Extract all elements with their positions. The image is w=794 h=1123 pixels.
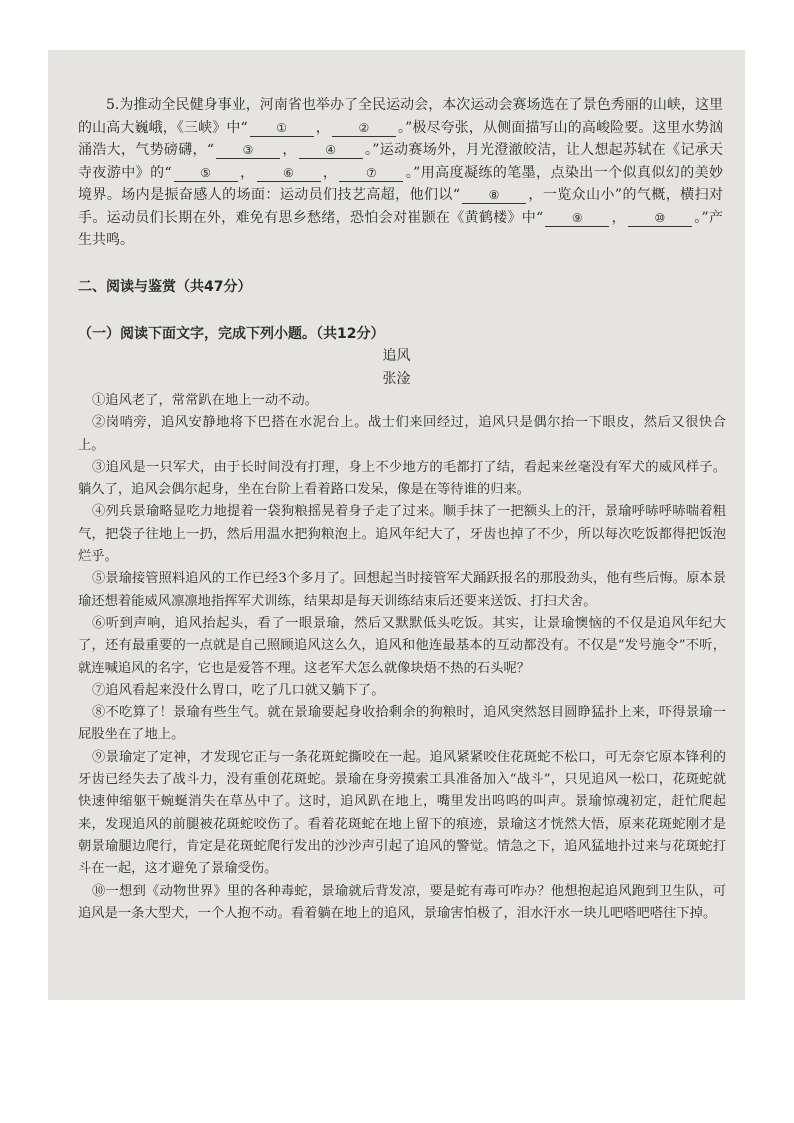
blank-10[interactable]: ⑩ (628, 210, 692, 227)
question-5 (78, 94, 723, 252)
paragraph: ⑥听到声响，追风抬起头，看了一眼景瑜，然后又默默低头吃饭。其实，让景瑜懊恼的不仅是追风年纪大了，还有最重要的一点就是自己照顾追风这么久，追风和他连最基本的互动都没有。不仅是“发号施令”不听，就连喊追风的名字，它也是爱答不理。这老军犬怎么就像块焐不热的石头呢？ (78, 615, 726, 676)
blank-8[interactable]: ⑧ (462, 187, 526, 204)
q5-text: 。”用高度凝练的笔墨，点染出一个似真似幻的美妙境界。场内是振奋感人的场面：运动员们技艺高超，他们以“ (78, 164, 724, 203)
blank-1[interactable]: ① (250, 120, 314, 137)
q5-text: 。”极尽夸张，从侧面描写山的高峻险要。这里水势汹涌浩大，气势磅礴，“ (78, 119, 723, 158)
q5-text: ， (322, 164, 338, 181)
q5-text: ， (611, 209, 626, 226)
paragraph: ④列兵景瑜略显吃力地提着一袋狗粮摇晃着身子走了过来。顺手抹了一把额头上的汗，景瑜呼哧呼哧喘着粗气，把袋子往地上一扔，然后用温水把狗粮泡上。追风年纪大了，牙齿也掉了不少，所以每次吃饭都得把饭泡烂乎。 (78, 504, 726, 565)
q5-text: ， (315, 119, 330, 136)
paragraph: ⑧不吃算了！景瑜有些生气。就在景瑜要起身收拾剩余的狗粮时，追风突然怒目圆睁猛扑上来，吓得景瑜一屁股坐在了地上。 (78, 705, 726, 743)
section-heading: 二、阅读与鉴赏（共47分） (78, 279, 252, 295)
q5-text: ， (282, 142, 297, 158)
article-body (78, 390, 726, 925)
blank-2[interactable]: ② (332, 120, 396, 137)
paragraph: ⑤景瑜接管照料追风的工作已经3个多月了。回想起当时接管军犬踊跃报名的那股劲头，他有些后悔。原本景瑜还想着能威风凛凛地指挥军犬训练，结果却是每天训练结束后还要来送饭、打扫犬舍。 (78, 571, 726, 609)
article-author: 张淦 (382, 371, 411, 387)
q5-text: 。”产生共鸣。 (78, 209, 723, 248)
exam-page (48, 50, 745, 1000)
q5-text: 。”运动赛场外，月光澄澈皎洁，让人想起苏轼在《记承天寺夜游中》的“ (78, 142, 723, 181)
blank-4[interactable]: ④ (299, 142, 363, 159)
q5-text: ， (239, 164, 255, 181)
q5-text: 5.为推动全民健身事业，河南省也举办了全民运动会，本次运动会赛场选在了景色秀丽的山峡，这里的山高大巍峨，《三峡》中“ (78, 97, 723, 136)
q5-text: ，一览众山小”的气概，横扫对手。运动员们长期在外，难免有思乡愁绪，恐怕会对崔颢在《黄鹤楼》中“ (78, 187, 723, 226)
paragraph: ⑩一想到《动物世界》里的各种毒蛇，景瑜就后背发凉，要是蛇有毒可咋办？他想抱起追风跑到卫生队，可追风是一条大型犬，一个人抱不动。看着躺在地上的追风，景瑜害怕极了，泪水汗水一块儿吧嗒吧嗒往下掉。 (78, 883, 726, 921)
article-title: 追风 (382, 348, 411, 364)
blank-7[interactable]: ⑦ (339, 165, 403, 182)
subsection-heading: （一）阅读下面文字，完成下列小题。（共12分） (78, 326, 385, 342)
paragraph: ⑦追风看起来没什么胃口，吃了几口就又躺下了。 (92, 682, 385, 698)
paragraph: ②岗哨旁，追风安静地将下巴搭在水泥台上。战士们来回经过，追风只是偶尔抬一下眼皮，然后又很快合上。 (78, 415, 726, 453)
paragraph: ③追风是一只军犬，由于长时间没有打理，身上不少地方的毛都打了结，看起来丝毫没有军犬的威风样子。躺久了，追风会偶尔起身，坐在台阶上看着路口发呆，像是在等待谁的归来。 (78, 459, 726, 498)
blank-3[interactable]: ③ (216, 142, 280, 159)
blank-9[interactable]: ⑨ (545, 210, 609, 227)
paragraph: ⑨景瑜定了定神，才发现它正与一条花斑蛇撕咬在一起。追风紧紧咬住花斑蛇不松口，可无奈它原本锋利的牙齿已经失去了战斗力，没有重创花斑蛇。景瑜在身旁摸索工具准备加入“战斗”，只见追风一松口，花斑蛇就快速伸缩躯干蜿蜒消失在草丛中了。这时，追风趴在地上，嘴里发出呜呜的叫声。景瑜惊魂初定，赶忙爬起来，发现追风的前腿被花斑蛇咬伤了。看着花斑蛇在地上留下的痕迹，景瑜这才恍然大悟，原来花斑蛇刚才是朝景瑜腿边爬行，肯定是花斑蛇爬行发出的沙沙声引起了追风的警觉。情急之下，追风猛地扑过来与花斑蛇打斗在一起，这才避免了景瑜受伤。 (78, 749, 726, 877)
blank-6[interactable]: ⑥ (257, 165, 321, 182)
blank-5[interactable]: ⑤ (174, 165, 238, 182)
paragraph: ①追风老了，常常趴在地上一动不动。 (92, 393, 319, 408)
